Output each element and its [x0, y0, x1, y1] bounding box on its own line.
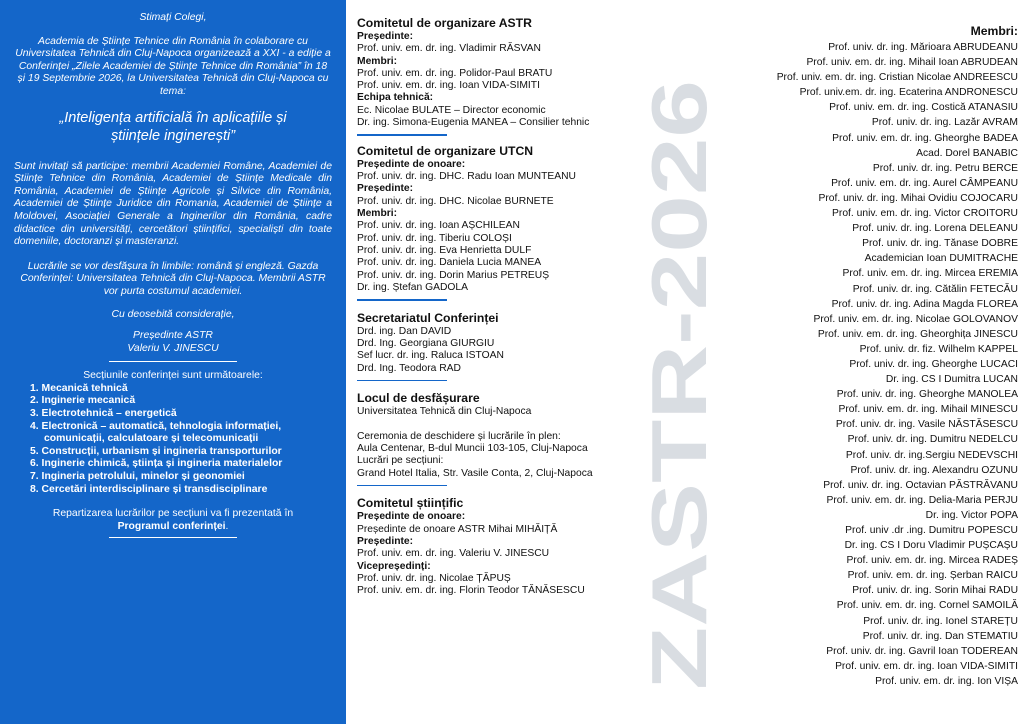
sci-vice-label: Vicepreședinți: — [357, 560, 431, 572]
sections-intro: Secțiunile conferinței sunt următoarele: — [83, 370, 263, 382]
member-item: Prof. univ. em. dr. ing. Cristian Nicolae ANDREESCU — [776, 72, 1018, 84]
committees-column — [357, 16, 647, 597]
president-title: Președinte ASTR — [133, 330, 213, 342]
member-item: Prof. univ. dr. ing. Lazăr AVRAM — [871, 117, 1018, 129]
scientific-committee-title: Comitetul științific — [357, 496, 464, 511]
zastr-watermark — [634, 80, 724, 700]
secretariat-member: Sef lucr. dr. ing. Raluca ISTOAN — [357, 350, 504, 362]
section-item: 6. Inginerie chimică, știința și ingineria materialelor — [30, 458, 283, 470]
opening-label: Ceremonia de deschidere și lucrările în plen: — [357, 430, 561, 442]
astr-member: Prof. univ. em. dr. ing. Polidor-Paul BRATU — [357, 67, 553, 79]
greeting: Stimați Colegi, — [139, 12, 207, 23]
member-item: Prof. univ. dr. ing. Petru BERCE — [872, 162, 1018, 174]
utcn-president: Prof. univ. dr. ing. DHC. Nicolae BURNETE — [357, 195, 554, 207]
utcn-member: Prof. univ. dr. ing. Dorin Marius PETREUȘ — [357, 269, 550, 281]
program-label: Programul conferinței — [117, 520, 226, 532]
member-item: Prof. univ. dr. ing. Dan STEMATIU — [862, 630, 1018, 642]
member-item: Prof. univ. em. dr. ing. Ion VIȘA — [875, 675, 1018, 687]
section-item: 5. Construcții, urbanism și ingineria transporturilor — [30, 445, 282, 457]
member-item: Prof. univ. em. dr. ing. Costică ATANASIU — [829, 102, 1018, 114]
language-paragraph: Lucrările se vor desfășura în limbile: română și engleză. Gazda Conferinței: Universitatea Tehnică din Cluj-Napoca. Membrii ASTR vor purta costumul academiei. — [20, 260, 326, 297]
member-item: Prof. univ. dr. ing. Octavian PĂSTRĂVANU — [823, 479, 1018, 491]
member-item: Prof. univ. em. dr. ing. Gheorghe BADEA — [832, 132, 1018, 144]
member-item: Prof. univ. dr. ing.Sergiu NEDEVSCHI — [845, 449, 1018, 461]
location-title: Locul de desfășurare — [357, 391, 480, 406]
astr-committee-title: Comitetul de organizare ASTR — [357, 16, 532, 30]
section-item: 8. Cercetări interdisciplinare și transdisciplinare — [30, 483, 268, 495]
secretariat-member: Drd. Ing. Georgiana GIURGIU — [357, 337, 495, 349]
sci-president: Prof. univ. em. dr. ing. Valeriu V. JINESCU — [357, 548, 550, 560]
sci-pres-label: Președinte: — [357, 535, 414, 547]
astr-team-member: Ec. Nicolae BULATE – Director economic — [357, 104, 546, 116]
astr-team-member: Dr. ing. Simona-Eugenia MANEA – Consilier tehnic — [357, 117, 590, 129]
member-item: Prof. univ. em. dr. ing. Aurel CÂMPEANU — [831, 177, 1018, 189]
members-list — [720, 40, 1018, 689]
member-item: Prof. univ. em. dr. ing. Cornel SAMOILĂ — [836, 600, 1018, 612]
sci-vice-president: Prof. univ. em. dr. ing. Florin Teodor TĂNĂSESCU — [357, 585, 585, 597]
member-item: Prof. univ. dr. ing. Alexandru OZUNU — [850, 464, 1018, 476]
invite-paragraph: Sunt invitați să participe: membrii Academiei Române, Academiei de Științe Tehnice din România, Academiei de Științe Medicale din România, Academiei de Științe Agricole și Silvice din România, Academiei de Științe Juridice din Romania, Academiei de Științe a Moldovei, Asociației Generale a Inginerilor din România, cadre didactice din universități, cercetători științifici, specialiști din toate domeniile, doctoranzi și masteranzi. — [14, 160, 332, 248]
member-item: Prof. univ. em. dr. ing. Delia-Maria PERJU — [826, 494, 1018, 506]
member-item: Prof. univ. em. dr. ing. Gheorghița JINESCU — [817, 328, 1018, 340]
member-item: Prof. univ. em. dr. ing. Victor CROITORU — [832, 208, 1018, 220]
president-name: Valeriu V. JINESCU — [127, 342, 219, 354]
divider — [109, 537, 237, 538]
utcn-committee-title: Comitetul de organizare UTCN — [357, 143, 534, 158]
utcn-pres-label: Președinte: — [357, 183, 414, 195]
regards: Cu deosebită considerație, — [111, 308, 235, 320]
astr-members-label: Membri: — [357, 55, 398, 67]
members-column — [720, 24, 1018, 689]
divider — [357, 485, 447, 487]
member-item: Academician Ioan DUMITRACHE — [864, 253, 1018, 265]
member-item: Prof. univ. dr. ing. Cătălin FETECĂU — [852, 283, 1018, 295]
sections-venue: Grand Hotel Italia, Str. Vasile Conta, 2, Cluj-Napoca — [357, 467, 593, 479]
divider — [357, 380, 447, 382]
utcn-member: Prof. univ. dr. ing. Tiberiu COLOȘI — [357, 232, 512, 244]
member-item: Prof. univ. em. dr. ing. Nicolae GOLOVANOV — [813, 313, 1018, 325]
member-item: Prof. univ. dr. ing. Dumitru NEDELCU — [847, 434, 1018, 446]
sections-label: Lucrări pe secțiuni: — [357, 455, 444, 467]
member-item: Prof. univ. dr. ing. Ionel STAREȚU — [863, 615, 1018, 627]
utcn-member: Prof. univ. dr. ing. Daniela Lucia MANEA — [357, 257, 542, 269]
utcn-member: Prof. univ. dr. ing. Eva Henrietta DULF — [357, 244, 532, 256]
divider — [357, 134, 447, 136]
member-item: Prof. univ. em. dr. ing. Mircea EREMIA — [842, 268, 1018, 280]
member-item: Prof. univ. dr. ing. Gavril Ioan TODEREAN — [826, 645, 1018, 657]
member-item: Prof. univ. em. dr. ing. Șerban RAICU — [847, 570, 1018, 582]
member-item: Dr. ing. CS I Doru Vladimir PUȘCAȘU — [844, 540, 1018, 552]
sci-honorary-president: Președinte de onoare ASTR Mihai MIHĂIȚĂ — [357, 523, 558, 535]
member-item: Dr. ing. Victor POPA — [925, 509, 1018, 521]
member-item: Prof. univ. dr. ing. Adina Magda FLOREA — [831, 298, 1018, 310]
section-item: 3. Electrotehnică – energetică — [30, 408, 177, 420]
sections-list — [30, 383, 332, 496]
divider — [357, 299, 447, 301]
astr-president: Prof. univ. em. dr. ing. Vladimir RĂSVAN — [357, 43, 541, 55]
astr-member: Prof. univ. em. dr. ing. Ioan VIDA-SIMITI — [357, 80, 540, 92]
secretariat-title: Secretariatul Conferinței — [357, 310, 499, 325]
member-item: Prof. univ. dr. ing. Tănase DOBRE — [862, 238, 1018, 250]
member-item: Prof. univ. dr. ing. Sorin Mihai RADU — [852, 585, 1018, 597]
intro-paragraph: Academia de Științe Tehnice din România în colaborare cu Universitatea Tehnică din Cluj-Napoca organizează a XXI - a ediție a Conferinței „Zilele Academiei de Științe Tehnice din România” în 18 și 19 Septembrie 2026, la Universitatea Tehnică din Cluj-Napoca cu tema: — [15, 35, 331, 97]
section-item: 7. Ingineria petrolului, minelor și geonomiei — [30, 471, 245, 483]
member-item: Prof. univ. dr. fiz. Wilhelm KAPPEL — [859, 343, 1018, 355]
program-line — [14, 521, 332, 534]
member-item: Prof. univ. dr. ing. Gheorghe LUCACI — [849, 358, 1018, 370]
opening-venue: Aula Centenar, B-dul Muncii 103-105, Cluj-Napoca — [357, 442, 588, 454]
section-item: comunicații, calculatoare și telecomunicații — [44, 433, 259, 445]
conference-theme: „Inteligența artificială în aplicațiile și științele inginerești” — [59, 109, 287, 144]
section-item: 1. Mecanică tehnică — [30, 382, 128, 394]
utcn-member: Dr. ing. Ștefan GADOLA — [357, 281, 469, 293]
member-item: Prof. univ. em. dr. ing. Mihail Ioan ABRUDEAN — [806, 57, 1018, 69]
member-item: Prof. univ. dr. ing. Gheorghe MANOLEA — [836, 389, 1018, 401]
member-item: Prof. univ. dr. ing. Vasile NĂSTĂSESCU — [835, 419, 1018, 431]
location-place: Universitatea Tehnică din Cluj-Napoca — [357, 406, 532, 418]
member-item: Prof. univ. dr. ing. Lorena DELEANU — [852, 223, 1018, 235]
sci-vice-president: Prof. univ. dr. ing. Nicolae ȚĂPUȘ — [357, 572, 511, 584]
member-item: Prof. univ. em. dr. ing. Mircea RADEȘ — [846, 555, 1018, 567]
invitation-panel — [0, 0, 346, 724]
member-item: Prof. univ .dr .ing. Dumitru POPESCU — [845, 525, 1018, 536]
section-item: 4. Electronică – automatică, tehnologia informației, — [30, 420, 282, 432]
program-end: . — [225, 520, 229, 532]
astr-team-label: Echipa tehnică: — [357, 92, 434, 104]
sci-hon-label: Președinte de onoare: — [357, 511, 466, 523]
utcn-members-label: Membri: — [357, 208, 398, 220]
member-item: Prof. univ. dr. ing. Mărioara ABRUDEANU — [828, 42, 1018, 53]
member-item: Prof. univ.em. dr. ing. Ecaterina ANDRONESCU — [799, 87, 1018, 99]
secretariat-member: Drd. Ing. Teodora RAD — [357, 362, 461, 374]
member-item: Dr. ing. CS I Dumitra LUCAN — [885, 374, 1018, 386]
distribution-note: Repartizarea lucrărilor pe secțiuni va fi prezentată în — [52, 508, 294, 520]
divider — [109, 361, 237, 362]
utcn-hon-label: Președinte de onoare: — [357, 158, 466, 170]
utcn-honorary-president: Prof. univ. dr. ing. DHC. Radu Ioan MUNTEANU — [357, 171, 576, 183]
member-item: Acad. Dorel BANABIC — [916, 147, 1018, 159]
utcn-member: Prof. univ. dr. ing. Ioan AȘCHILEAN — [357, 220, 520, 232]
secretariat-member: Drd. ing. Dan DAVID — [357, 325, 452, 337]
member-item: Prof. univ. dr. ing. Mihai Ovidiu COJOCARU — [818, 192, 1018, 204]
section-item: 2. Inginerie mecanică — [30, 395, 136, 407]
watermark-text: ZASTR-2026 — [635, 230, 723, 690]
member-item: Prof. univ. em. dr. ing. Mihail MINESCU — [838, 404, 1018, 416]
members-title: Membri: — [970, 24, 1018, 38]
astr-pres-label: Președinte: — [357, 31, 414, 42]
member-item: Prof. univ. em. dr. ing. Ioan VIDA-SIMITI — [835, 660, 1018, 672]
